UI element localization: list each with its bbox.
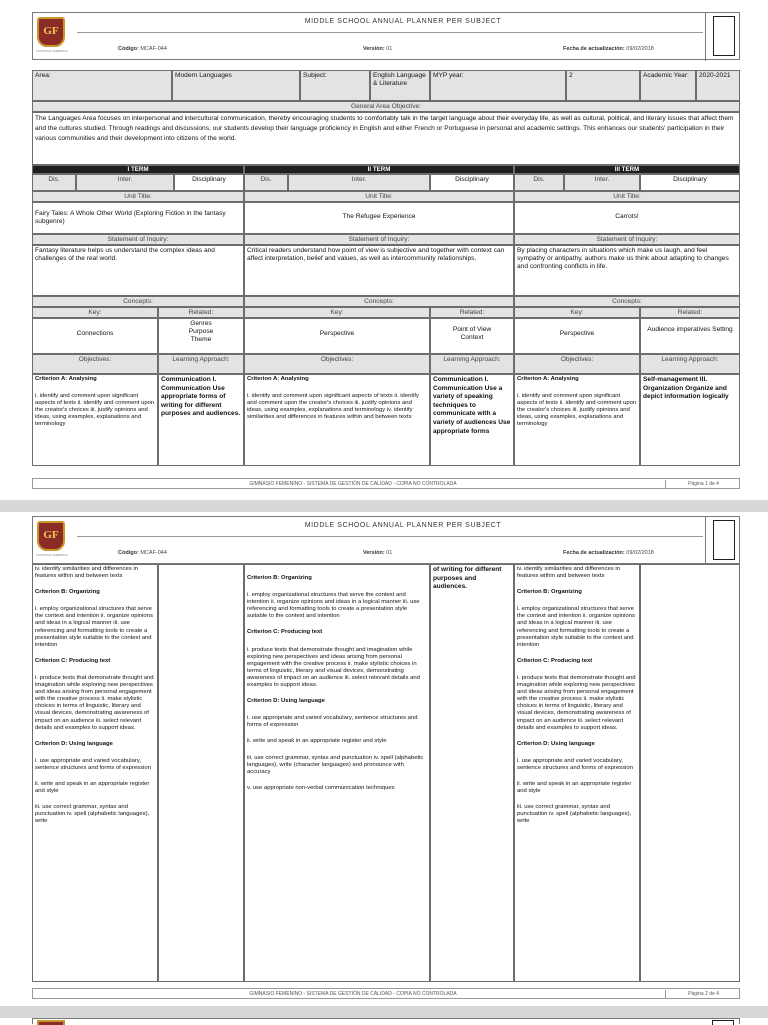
general-objective-text: The Languages Area focuses on interpersonal and intercultural communication, thereby encouraging students to comfortably talk in the target language about their everyday life, as well as cultural, political, and literary issues that affect them and the cultures studied. Through readings and discussions, our students develop their language proficiency in English and either French or Portuguese in personal and academic settings. This enhances our students' participation in their various communities and their development into citizens of the world. [32,112,740,165]
codigo-meta: Código: MCAF-044 [118,46,167,52]
header-box [712,1020,734,1025]
t2-key-concept: Perspective [244,318,430,354]
page-footer [32,478,740,489]
p2-term3-objectives: iv. identify similarities and differences in features within and between texts Criterion B: Organizing i. employ organizational structures that serve the context and intention ii. organize opinions and ideas in a logical manner iii. use referencing and formatting tools to create a presentation style suitable to the context and intention Criterion C: Producing text i. produce texts that demonstrate thought and imagination while exploring new perspectives and ideas arising from personal engagement with the creative process ii. make stylistic choices in terms of linguistic, literary and visual devices, demonstrating awareness of impact on an audience iii. select relevant details and examples to support ideas. Criterion D: Using language i. use appropriate and varied vocabulary, sentence structures and forms of expression ii. write and speak in an appropriate register and style iii. use correct grammar, syntax and punctuation iv. spell (alphabetic languages), write [514,564,640,982]
header-divider [77,32,703,33]
t2-learning-approach-label: Learning Approach: [430,354,514,374]
t3-objectives [514,374,640,466]
t1-learning-approach-label: Learning Approach: [158,354,244,374]
t1-unit-title: Fairy Tales: A Whole Other World (Exploring Fiction in the fantasy subgenre) [32,202,244,234]
t1-unit-title-label: Unit Title: [32,191,244,202]
page-3 [0,1018,768,1024]
t3-unit-title: Carrots! [514,202,740,234]
t1-key-label: Key: [32,307,158,318]
t1-disciplinary: Disciplinary [174,174,244,191]
t2-unit-title-label: Unit Title: [244,191,514,202]
t2-related-label: Related: [430,307,514,318]
t1-related-concepts: Genres Purpose Theme [158,318,244,354]
page-header [32,12,740,60]
t3-soi: By placing characters in situations which make us laugh, and feel sympathy or antipathy, authors make us think about adapting to changes and confronting conflicts in life. [514,245,740,296]
t2-dis: Dis. [244,174,288,191]
subject-label: Subject: [300,70,370,101]
academic-year-value: 2020-2021 [696,70,740,101]
t3-objectives-text: i. identify and comment upon significant aspects of texts ii. identify and comment upon the creator's choices iii. justify opinions and ideas, using examples, explanations and terminology [517,393,637,428]
t2-disciplinary: Disciplinary [430,174,514,191]
p2-term2-approach: of writing for different purposes and audiences. [430,564,514,982]
header-box [705,517,741,565]
t1-objectives [32,374,158,466]
t3-learning-approach-label: Learning Approach: [640,354,740,374]
version-meta: Versión: 01 [363,550,393,556]
t3-dis: Dis. [514,174,564,191]
t1-soi-label: Statement of Inquiry: [32,234,244,245]
p2-term1-objectives: iv. identify similarities and differences in features within and between texts Criterion B: Organizing i. employ organizational structures that serve the context and intention ii. organize opinions and ideas in a logical manner iii. use referencing and formatting tools to create a presentation style suitable to the context and intention Criterion C: Producing text i. produce texts that demonstrate thought and imagination while exploring new perspectives and ideas arising from personal engagement with the creative process ii. make stylistic choices in terms of linguistic, literary and visual devices, demonstrating awareness of impact on an audience iii. select relevant details and examples to support ideas. Criterion D: Using language i. use appropriate and varied vocabulary, sentence structures and forms of expression ii. write and speak in an appropriate register and style iii. use correct grammar, syntax and punctuation iv. spell (alphabetic languages), write [32,564,158,982]
t3-unit-title-label: Unit Title: [514,191,740,202]
myp-year-value: 2 [566,70,640,101]
t3-learning-approach: Self-management III. Organization Organize and depict information logically [640,374,740,466]
logo-caption: GIMNASIO FEMENINO [36,49,68,53]
fecha-meta: Fecha de actualización: 09/02/2018 [563,46,654,52]
t3-soi-label: Statement of Inquiry: [514,234,740,245]
t2-unit-title: The Refugee Experience [244,202,514,234]
page-header [32,1018,740,1024]
area-label: Area: [32,70,172,101]
school-logo [37,1020,65,1025]
term-1-header: I TERM [32,165,244,174]
t3-related-concepts: Audience imperatives Setting [640,318,740,354]
page-number: Página 2 de 4 [665,990,741,999]
page-number: Página 1 de 4 [665,480,741,489]
t1-objectives-text: i. identify and comment upon significant aspects of texts ii. identify and comment upon the creator's choices iii. justify opinions and ideas, using examples, explanations and terminology [35,393,155,428]
t3-concepts-label: Concepts: [514,296,740,307]
t1-dis: Dis. [32,174,76,191]
header-divider [77,536,703,537]
codigo-meta: Código: MCAF-044 [118,550,167,556]
t2-learning-approach: Communication I. Communication Use a variety of speaking techniques to communicate with a variety of audiences Use appropriate forms [430,374,514,466]
t2-criterion-a: Criterion A: Analysing [247,376,309,382]
t2-key-label: Key: [244,307,430,318]
t3-objectives-label: Objectives: [514,354,640,374]
logo-caption: GIMNASIO FEMENINO [36,553,68,557]
term-3-header: III TERM [514,165,740,174]
page-header [32,516,740,564]
term-2-header: II TERM [244,165,514,174]
t3-inter: Inter. [564,174,640,191]
t3-disciplinary: Disciplinary [640,174,740,191]
t2-soi: Critical readers understand how point of view is subjective and together with context can affect interpretation, belief and values, as well as intercommunity relationships. [244,245,514,296]
page-2 [0,512,768,1006]
t2-objectives-text: i. identify and comment upon significant aspects of texts ii. identify and comment upon the creator's choices iii. justify opinions and ideas, using examples, explanations and terminology iv. identify similarities and differences in features within and between texts [247,393,419,421]
t1-related-label: Related: [158,307,244,318]
footer-text: GIMNASIO FEMENINO - SISTEMA DE GESTIÓN DE CALIDAD - COPIA NO CONTROLADA [249,991,457,997]
page-gap [0,500,768,512]
fecha-meta: Fecha de actualización: 09/02/2018 [563,550,654,556]
document-title: MIDDLE SCHOOL ANNUAL PLANNER PER SUBJECT [304,522,502,529]
t2-concepts-label: Concepts: [244,296,514,307]
t1-inter: Inter. [76,174,174,191]
t2-related-concepts: Point of View Context [430,318,514,354]
t3-key-label: Key: [514,307,640,318]
area-value: Modern Languages [172,70,300,101]
t1-learning-approach: Communication I. Communication Use appropriate forms of writing for different purposes and audiences. [158,374,244,466]
academic-year-label: Academic Year: [640,70,696,101]
t1-soi: Fantasy literature helps us understand the complex ideas and challenges of the real world. [32,245,244,296]
t2-objectives-label: Objectives: [244,354,430,374]
footer-text: GIMNASIO FEMENINO - SISTEMA DE GESTIÓN DE CALIDAD - COPIA NO CONTROLADA [249,481,457,487]
document-title: MIDDLE SCHOOL ANNUAL PLANNER PER SUBJECT [304,18,502,25]
subject-value: English Language & Literature [370,70,430,101]
t1-concepts-label: Concepts: [32,296,244,307]
version-meta: Versión: 01 [363,46,393,52]
t2-inter: Inter. [288,174,430,191]
t1-key-concept: Connections [32,318,158,354]
t2-objectives [244,374,430,466]
p2-term2-objectives: Criterion B: Organizing i. employ organizational structures that serve the context and intention ii. organize opinions and ideas in a logical manner iii. use referencing and formatting tools to create a presentation style suitable to the context and intention Criterion C: Producing text i. produce texts that demonstrate thought and imagination while exploring new perspectives and ideas arising from personal engagement with the creative process ii. make stylistic choices in terms of linguistic, literary and visual devices, demonstrating awareness of impact on an audience iii. select relevant details and examples to support ideas. Criterion D: Using language i. use appropriate and varied vocabulary, sentence structures and forms of expression ii. write and speak in an appropriate register and style iii. use correct grammar, syntax and punctuation iv. spell (alphabetic languages), write (character languages) and pronounce with accuracy v. use appropriate non-verbal communication techniques [244,564,430,982]
school-logo: GF [37,17,65,47]
myp-year-label: MYP year: [430,70,566,101]
p2-term3-approach [640,564,740,982]
t3-key-concept: Perspective [514,318,640,354]
general-objective-label: General Area Objective: [32,101,740,112]
page-gap [0,1006,768,1018]
page-footer [32,988,740,999]
t1-objectives-label: Objectives: [32,354,158,374]
page-1 [0,0,768,500]
t3-criterion-a: Criterion A: Analysing [517,376,579,382]
header-box [705,13,741,61]
t2-soi-label: Statement of Inquiry: [244,234,514,245]
school-logo: GF [37,521,65,551]
t1-criterion-a: Criterion A: Analysing [35,376,97,382]
t3-related-label: Related: [640,307,740,318]
p2-term1-approach [158,564,244,982]
